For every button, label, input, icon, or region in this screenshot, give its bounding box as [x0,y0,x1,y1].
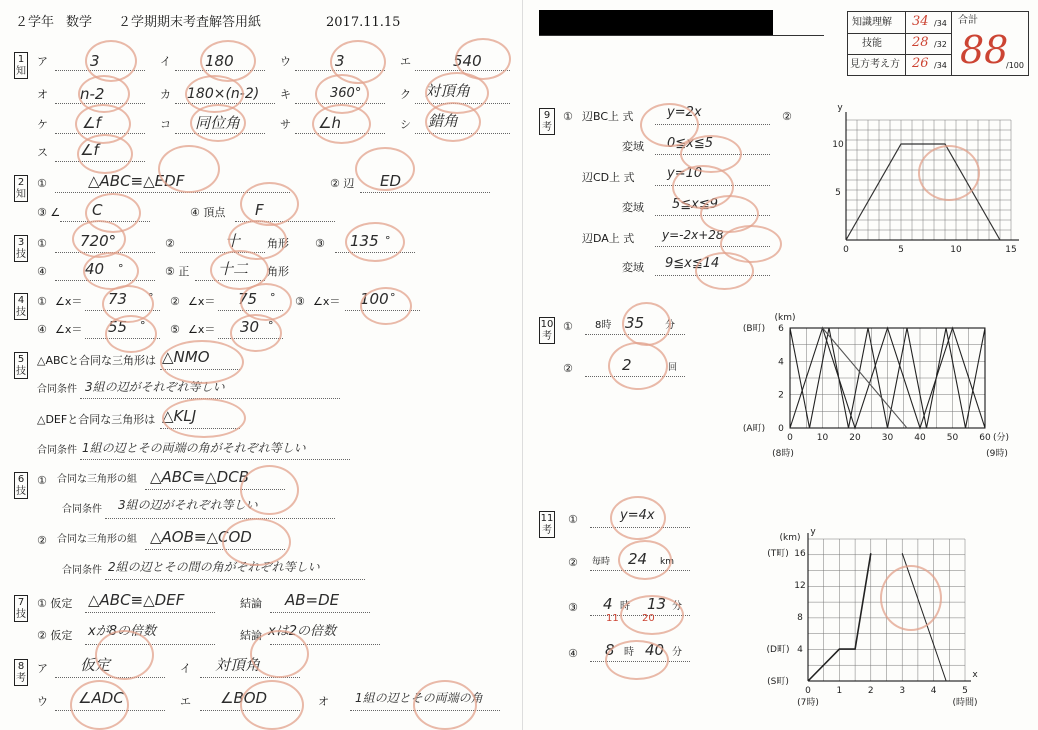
q1-answer-u: 3 [335,52,345,70]
grading-mark-icon [620,595,684,635]
q4-marker-3: ③ [295,295,305,308]
q9-answer-5: y=-2x+28 [662,228,724,242]
total-label: 合計 [958,15,978,26]
q4-deg-5: ° [268,319,274,332]
x-tick-label: 15 [1005,245,1017,255]
q1-label-ko: コ [160,118,171,131]
q4-prefix-4: ∠x＝ [55,323,83,336]
q3-unit-2: 角形 [267,237,289,250]
q9-answer-2: 0≦x≦5 [667,136,714,151]
q1-answer-ke: ∠f [82,114,101,132]
q4-prefix-1: ∠x＝ [55,295,83,308]
x-tick-label: 0 [805,686,811,696]
q10-unit-2: 回 [668,363,678,373]
fold-line [522,0,523,730]
q4-marker-1: ① [37,295,47,308]
q6-prompt-2: 合同な三角形の組 [57,534,137,545]
q2-answer-1: △ABC≡△EDF [88,172,185,190]
q4-marker-2: ② [170,295,180,308]
grading-mark-icon [618,540,672,580]
grading-mark-icon [240,465,299,515]
q1-answer-ki: 360° [330,86,362,101]
q1-answer-o: n-2 [80,85,105,103]
y-tick-label: 8 [797,613,803,624]
score-knowledge: 34 [912,14,929,29]
question-6-box: 6 技 [14,472,28,499]
x-tick-label: 2 [867,686,874,696]
grading-mark-icon [240,182,299,226]
q1-answer-su: ∠f [80,141,99,159]
q1-answer-ka: 180×(n-2) [187,86,260,102]
grading-mark-icon [413,680,477,730]
x-unit-label: (分) [992,433,1010,443]
q8-label-a: ア [37,662,48,675]
question-7-box: 7 技 [14,595,28,622]
x-tick-label: 10 [950,245,962,255]
q11-answer-4-hour: 8 [605,641,615,659]
x-tick-label: 40 [914,433,926,443]
y-tick-label: 12 [794,581,806,592]
y-end-label-t: (T町) [767,549,789,560]
q11-unit-4-hour: 時 [624,647,634,658]
q9-row-label-3: 辺DA上 式 [582,232,635,245]
score-max-knowledge: /34 [934,19,947,28]
q11-unit-3-hour: 時 [620,601,630,612]
grading-mark-icon [158,145,220,193]
x-start-label: (8時) [772,449,794,459]
q10-marker-1: ① [563,320,573,333]
grading-mark-icon [95,630,154,680]
x-tick-label: 5 [898,245,904,255]
question-9-box: 9 考 [539,108,555,135]
q5-condition-label-2: 合同条件 [37,445,77,456]
q11-marker-3: ③ [568,601,578,614]
grading-mark-icon [77,134,133,174]
q1-label-o: オ [37,88,48,101]
q11-marker-1: ① [568,513,578,526]
q3-answer-2: 十 [225,232,241,250]
q4-prefix-3: ∠x＝ [313,295,341,308]
q9-answer-3: y=10 [667,166,703,181]
q7-answer-4: xは2の倍数 [268,624,336,639]
q11-prefix-2: 毎時 [592,557,611,567]
q3-answer-5: 十二 [218,260,249,278]
q4-deg-2: ° [270,291,276,304]
q1-answer-ko: 同位角 [195,114,241,132]
q9-answer-6: 9≦x≦14 [665,256,720,271]
score-skill: 28 [912,35,929,50]
q4-prefix-2: ∠x＝ [188,295,216,308]
y-label-d: (D町) [766,645,790,656]
x-start-label: (7時) [797,698,819,708]
q6-condition-label-1: 合同条件 [62,504,102,515]
x-tick-label: 1 [836,686,843,696]
q10-prefix-1: 8時 [595,320,612,331]
q1-label-sa: サ [280,118,291,131]
score-label-thinking: 見方考え方 [850,59,900,70]
q4-answer-4: 55 [108,318,128,336]
q1-label-ka: カ [160,88,171,101]
x-tick-label: 0 [843,245,849,255]
q7-answer-2: AB=DE [285,591,340,609]
q7-answer-3: xが8の倍数 [88,624,156,639]
q3-marker-4: ④ [37,265,47,278]
y-tick-label: 6 [778,324,784,334]
q4-prefix-5: ∠x＝ [188,323,216,336]
y-tick-label: 0 [778,424,784,434]
grading-mark-icon [918,145,980,201]
q3-marker-1: ① [37,237,47,250]
q11-unit-3-min: 分 [672,601,682,612]
question-11-box: 11 考 [539,511,555,538]
q1-answer-shi: 錯角 [428,112,459,130]
x-tick-label: 0 [787,433,793,443]
q7-marker-2: ② 仮定 [37,629,73,642]
q2-marker-4: ④ 頂点 [190,206,226,219]
q11-answer-1: y=4x [620,508,655,523]
q10-unit-1: 分 [665,320,675,331]
q10-answer-1: 35 [625,314,645,332]
name-underline [539,35,824,36]
q5-answer-3: △KLJ [162,407,197,425]
x-tick-label: 50 [946,433,959,443]
q1-answer-i: 180 [205,52,234,70]
q5-answer-1: △NMO [162,348,210,366]
q1-label-u: ウ [280,55,291,68]
q6-answer-2: 3組の辺がそれぞれ等しい [118,498,258,512]
q1-answer-ku: 対頂角 [425,82,471,100]
q11-answer-4-min: 40 [645,641,665,659]
q11-unit-4-min: 分 [672,647,682,658]
grading-mark-icon [610,496,666,540]
score-max-skill: /32 [934,40,947,49]
score-thinking: 26 [912,56,929,71]
y-label-s: (S町) [767,677,789,687]
q7-marker-1: ① 仮定 [37,597,73,610]
q3-unit-5: 角形 [267,265,289,278]
q1-label-su: ス [37,146,48,159]
grading-mark-icon [622,302,671,346]
q1-label-ku: ク [400,88,411,101]
q1-answer-sa: ∠h [318,114,341,132]
grade: ２学年 [15,15,55,30]
q8-label-u: ウ [37,695,48,708]
grading-mark-icon [345,222,405,262]
grading-mark-icon [312,104,371,144]
q1-answer-e: 540 [453,52,482,70]
q6-marker-2: ② [37,534,47,547]
q3-answer-1: 720° [80,232,117,250]
q9-row-label-2: 辺CD上 式 [582,171,635,184]
x-tick-label: 20 [849,433,861,443]
grading-mark-icon [250,630,309,678]
q11-correction-hour: 11 [606,613,619,624]
grading-mark-icon [190,104,246,142]
q2-answer-4: F [255,201,264,219]
q6-answer-1: △ABC≡△DCB [150,468,249,486]
q9-domain-label-1: 変域 [622,140,644,153]
grading-mark-icon [355,147,415,191]
q5-prompt-2: △DEFと合同な三角形は [37,413,156,426]
q6-marker-1: ① [37,474,47,487]
q11-unit-2: km [660,557,674,567]
q2-marker-2: ② 辺 [330,177,355,190]
q9-marker-2: ② [782,110,792,123]
q8-label-o: オ [318,695,329,708]
q6-answer-3: △AOB≡△COD [150,528,252,546]
q8-answer-e: ∠BOD [220,689,268,707]
y-unit-label: (km) [774,313,796,323]
q1-label-i: イ [160,55,171,68]
q4-answer-1: 73 [108,290,128,308]
x-tick-label: 5 [962,686,968,696]
q3-answer-4: 40 [85,260,105,278]
q9-domain-label-3: 変域 [622,261,644,274]
y-tick-label: 4 [797,645,803,656]
q4-answer-2: 75 [238,290,258,308]
graph-q11 [755,528,1010,713]
score-label-skill: 技能 [862,38,882,49]
question-1-box: 1 知 [14,52,28,79]
y-tick-label: 2 [778,390,784,401]
score-max-thinking: /34 [934,61,947,70]
grading-mark-icon [70,680,129,730]
y-tick-label: 16 [794,549,806,560]
question-2-box: 2 知 [14,175,28,202]
q5-condition-label-1: 合同条件 [37,384,77,395]
question-5-box: 5 技 [14,352,28,379]
q10-marker-2: ② [563,362,573,375]
q5-answer-2: 3組の辺がそれぞれ等しい [85,380,225,394]
q1-label-e: エ [400,55,411,68]
q2-answer-2: ED [380,172,402,190]
x-axis-var: x [972,670,978,680]
grading-mark-icon [608,342,668,390]
grading-mark-icon [162,398,246,438]
q1-label-ke: ケ [37,118,48,131]
question-10-box: 10 考 [539,317,555,344]
x-end-label: (9時) [986,449,1008,459]
q3-unit-3: ° [385,234,391,247]
score-table [847,11,1029,76]
q3-answer-3: 135 [350,232,379,250]
total-max: /100 [1006,61,1024,70]
q11-answer-3-hour: 4 [603,595,613,613]
q8-label-i: イ [180,662,191,675]
y-end-label-b: (B町) [742,324,766,334]
q1-label-shi: シ [400,118,411,131]
x-tick-label: 60 [979,433,991,443]
grading-mark-icon [222,518,291,566]
q4-marker-4: ④ [37,323,47,336]
q8-answer-o: 1組の辺とその両端の角 [355,691,483,705]
x-unit-label: (時間) [952,698,978,708]
q4-answer-3: 100 [360,290,389,308]
page-title: ２学期期末考査解答用紙 [118,15,262,30]
q5-answer-4: 1組の辺とその両端の角がそれぞれ等しい [82,441,306,455]
q2-marker-1: ① [37,177,47,190]
redacted-name-bar [539,10,773,36]
grading-mark-icon [695,252,754,290]
grading-mark-icon [605,640,669,680]
q11-marker-4: ④ [568,647,578,660]
x-tick-label: 30 [881,433,894,443]
q2-marker-3: ③ ∠ [37,206,61,219]
question-3-box: 3 技 [14,235,28,262]
q4-deg-4: ° [140,319,146,332]
q9-answer-1: y=2x [667,105,702,120]
q10-answer-2: 2 [622,356,632,374]
q8-answer-a: 仮定 [80,656,111,674]
q1-answer-a: 3 [90,52,100,70]
q6-prompt-1: 合同な三角形の組 [57,474,137,485]
y-tick-label: 5 [835,188,841,198]
q11-correction-min: 20 [642,613,655,624]
graph-q10 [735,310,1025,460]
q3-marker-2: ② [165,237,175,250]
question-8-box: 8 考 [14,659,28,686]
score-label-knowledge: 知識理解 [852,17,892,28]
grading-mark-icon [230,314,282,352]
q3-marker-5: ⑤ 正 [165,265,190,278]
y-end-label-a: (A町) [742,424,766,434]
q4-deg-3: ° [390,291,396,304]
total-score: 88 [960,28,1009,72]
x-tick-label: 10 [816,433,829,443]
q9-marker-1: ① [563,110,573,123]
y-axis-var: y [810,528,816,537]
q8-answer-i: 対頂角 [215,656,261,674]
grading-mark-icon [105,315,157,353]
q1-label-ki: キ [280,88,291,101]
q1-label-a: ア [37,55,48,68]
q6-answer-4: 2組の辺とその間の角がそれぞれ等しい [108,560,320,574]
q3-unit-4: ° [118,262,124,275]
grading-mark-icon [160,340,244,384]
grading-mark-icon [880,565,942,631]
q7-conclusion-label-1: 結論 [240,597,262,610]
x-tick-label: 3 [899,686,906,696]
q7-conclusion-label-2: 結論 [240,629,262,642]
y-tick-label: 4 [778,357,784,368]
q11-answer-3-min: 13 [647,595,667,613]
y-axis-var: y [837,103,843,113]
q4-deg-1: ° [148,291,154,304]
q4-marker-5: ⑤ [170,323,180,336]
subject: 数学 [66,15,93,30]
q2-answer-3: C [92,201,103,219]
y-unit-label: (km) [779,533,801,543]
q9-answer-4: 5≦x≦9 [672,197,719,212]
q8-label-e: エ [180,695,191,708]
q9-domain-label-2: 変域 [622,201,644,214]
x-tick-label: 4 [930,686,937,696]
q11-marker-2: ② [568,556,578,569]
question-4-box: 4 技 [14,293,28,320]
grading-mark-icon [240,680,304,730]
exam-date: 2017.11.15 [326,15,401,30]
q4-answer-5: 30 [240,318,260,336]
grading-mark-icon [360,287,412,325]
y-tick-label: 10 [832,140,844,150]
q9-row-label-1: 辺BC上 式 [582,110,634,123]
q3-marker-3: ③ [315,237,325,250]
q7-answer-1: △ABC≡△DEF [88,591,185,609]
grading-mark-icon [425,102,481,142]
q8-answer-u: ∠ADC [78,689,124,707]
q11-answer-2: 24 [628,550,648,568]
q5-prompt-1: △ABCと合同な三角形は [37,354,157,367]
q6-condition-label-2: 合同条件 [62,565,102,576]
